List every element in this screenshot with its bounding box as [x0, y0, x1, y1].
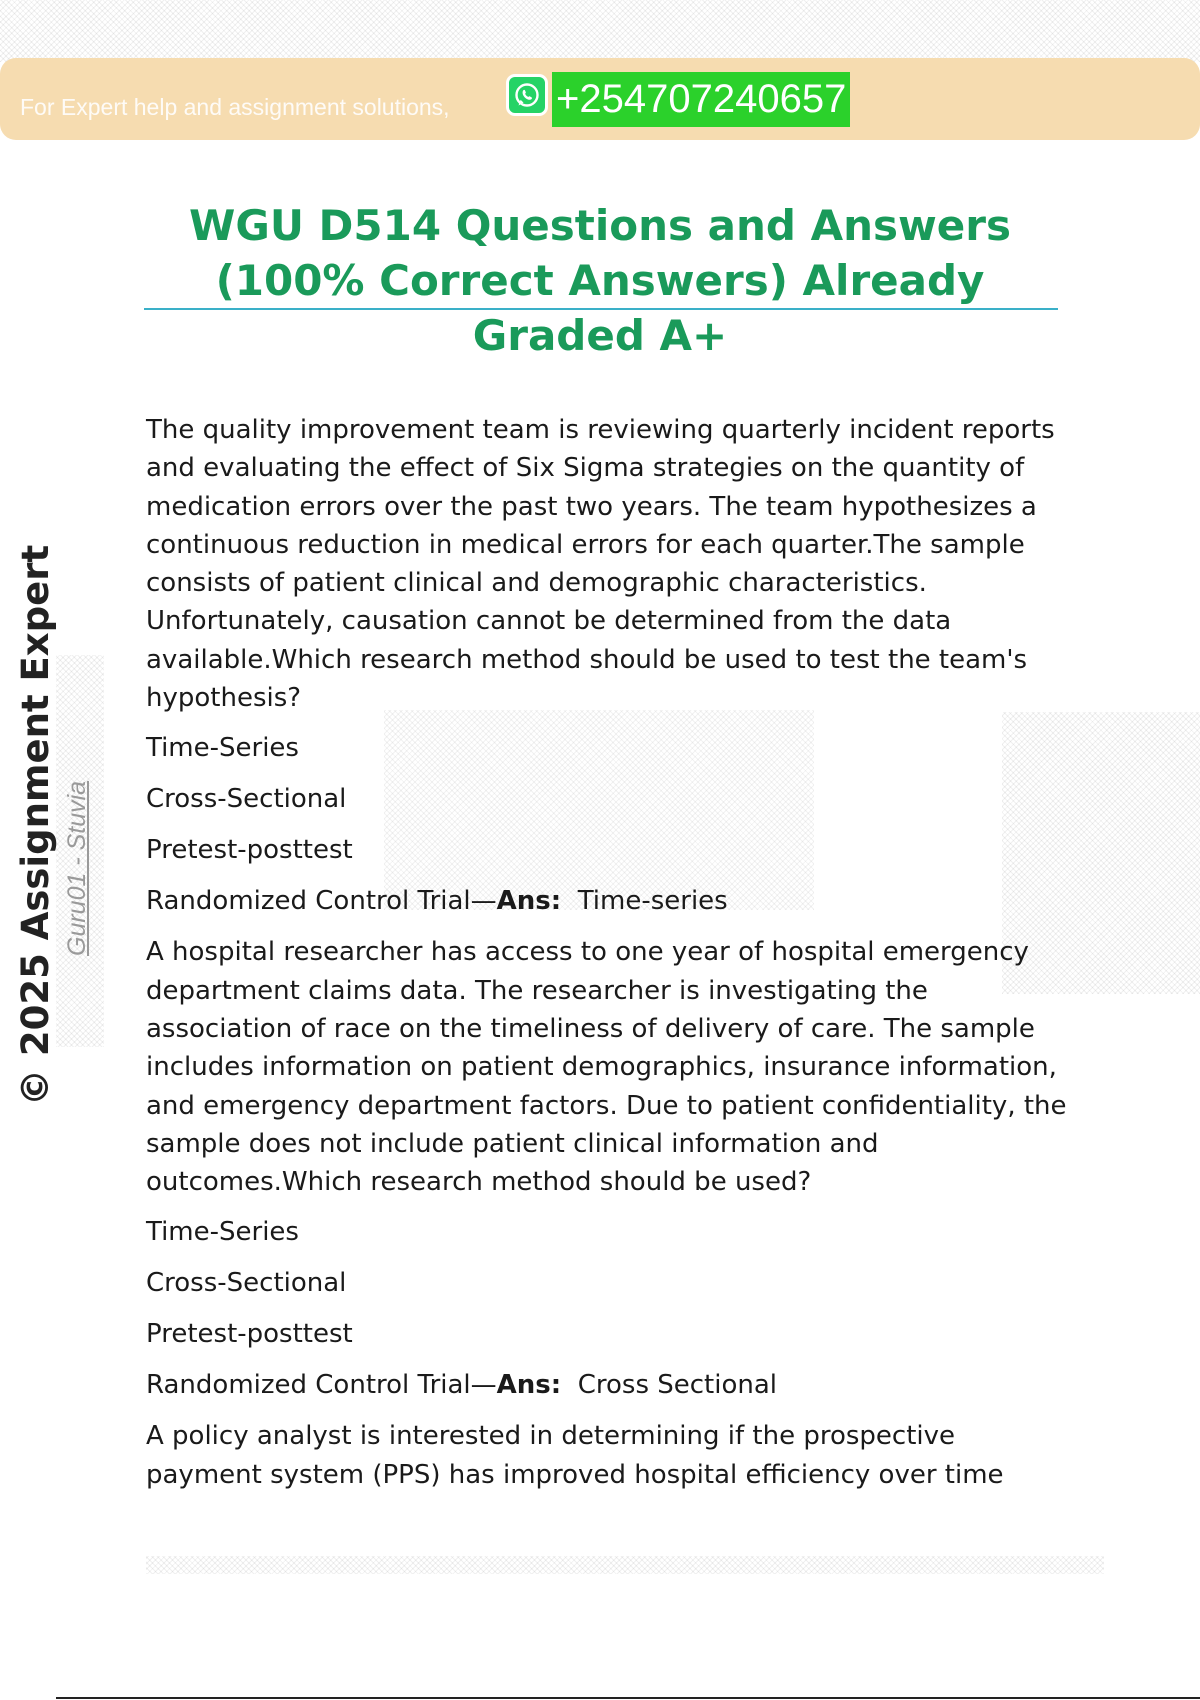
answer-separator: — [470, 1370, 497, 1401]
watermark-text: Guru01 - Stuvia [63, 780, 91, 956]
whatsapp-icon[interactable] [506, 74, 548, 116]
option-item: Pretest-posttest [146, 835, 353, 866]
title-underline [144, 308, 1058, 310]
question-text: The quality improvement team is reviewing quarterly incident reports and evaluating the effect of Six Sigma strategies on the quantity of medication errors over the past two years. The team hypothesizes a continuous reduction in medical errors for each quarter.The sample consists of patient clinical and demographic characteristics. Unfortunately, causation cannot be determined from the data available.Which research method should be used to test the team's hypothesis? [146, 415, 1055, 714]
option-item: Time-Series [146, 733, 299, 764]
answer-text: Time-series [577, 886, 728, 917]
footer-divider [56, 1697, 1200, 1699]
question-text: A hospital researcher has access to one year of hospital emergency department claims data. The researcher is investigating the association of race on the timeliness of delivery of care. The sample includes information on patient demographics, insurance information, and emergency department factors. Due to patient confidentiality, the sample does not include patient clinical information and outcomes.Which research method should be used? [146, 937, 1067, 1198]
answer-text: Cross Sectional [577, 1370, 778, 1401]
answer-separator: — [470, 886, 497, 917]
page-title: WGU D514 Questions and Answers (100% Correct Answers) Already Graded A+ [189, 201, 1011, 360]
option-item: Randomized Control Trial [146, 886, 471, 917]
answer-label: Ans: [496, 1370, 562, 1401]
bottom-pattern [146, 1556, 1104, 1574]
option-item: Cross-Sectional [146, 784, 347, 815]
answer-line [146, 882, 1076, 920]
header-pattern [0, 0, 1200, 62]
option-item: Pretest-posttest [146, 1319, 353, 1350]
option-item: Randomized Control Trial [146, 1370, 471, 1401]
copyright-notice: © 2025 Assignment Expert [14, 544, 57, 1106]
question-text: A policy analyst is interested in determining if the prospective payment system (PPS) has improved hospital efficiency over time [146, 1421, 1004, 1490]
banner-text: For Expert help and assignment solutions, [20, 94, 450, 120]
phone-number[interactable]: +254707240657 [552, 72, 850, 127]
answer-label: Ans: [496, 886, 562, 917]
option-item: Time-Series [146, 1217, 299, 1248]
option-item: Cross-Sectional [146, 1268, 347, 1299]
answer-line [146, 1366, 1076, 1404]
document-body [146, 411, 1076, 1494]
